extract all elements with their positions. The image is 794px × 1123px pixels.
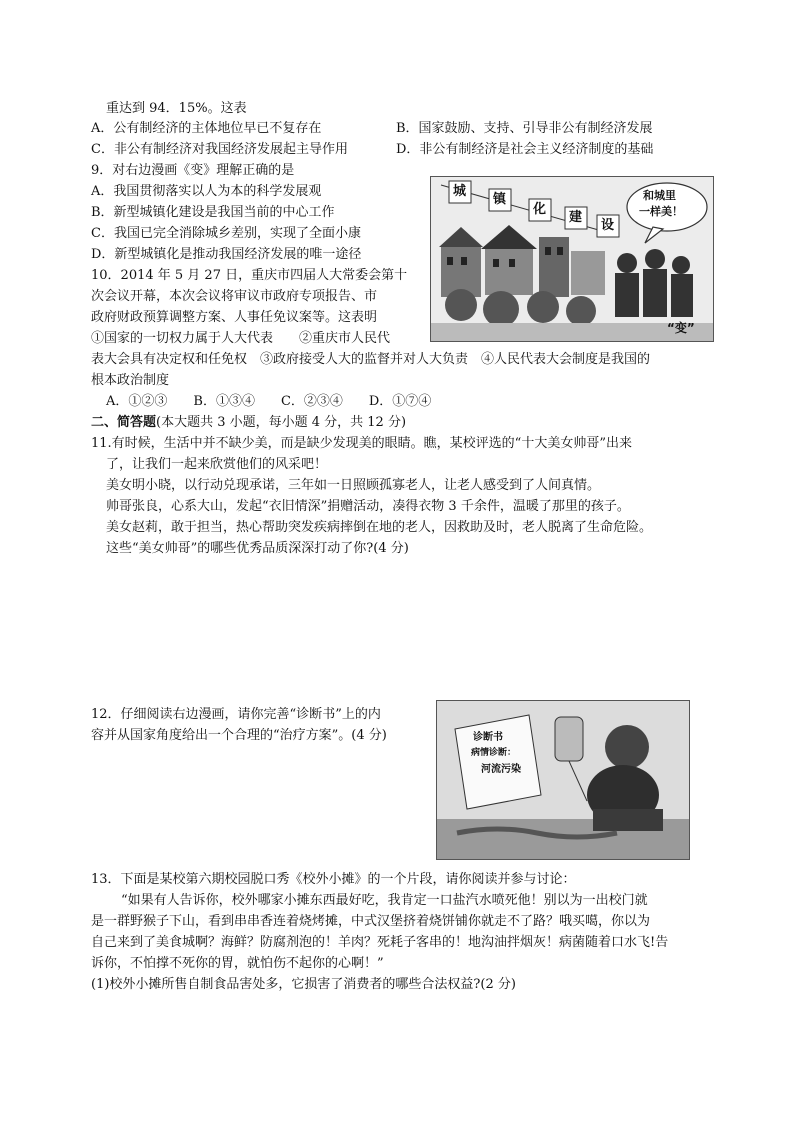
bubble-line-2: 一样美！: [639, 205, 683, 218]
sign-char-1: 城: [453, 184, 467, 199]
q11-line-1: 11.有时候，生活中并不缺少美，而是缺少发现美的眼睛。瞧，某校评选的“十大美女帅哥”出来: [91, 436, 632, 451]
q12-line-1: 12．仔细阅读右边漫画，请你完善“诊断书”上的内: [91, 707, 381, 722]
q12-cartoon-drawing: [437, 701, 689, 859]
q10-line-3: 政府财政预算调整方案、人事任免议案等。这表明: [91, 310, 378, 325]
paper-diagnosis: 河流污染: [481, 764, 521, 775]
q10-line-4: ①国家的一切权力属于人大代表 ②重庆市人民代: [91, 331, 391, 346]
q8-option-b: B．国家鼓励、支持、引导非公有制经济发展: [396, 121, 653, 136]
q11-line-5: 美女赵莉，敢于担当，热心帮助突发疾病摔倒在地的老人，因救助及时，老人脱离了生命危险。: [106, 520, 653, 535]
sign-char-2: 镇: [493, 192, 507, 207]
q13-line-3: 是一群野猴子下山，看到串串香连着烧烤摊，中式汉堡挤着烧饼铺你就走不了路？哦买噶，你以为: [91, 914, 651, 929]
q9-stem: 9．对右边漫画《变》理解正确的是: [91, 163, 295, 178]
section-heading: [91, 414, 406, 432]
q13-line-1: 13．下面是某校第六期校园脱口秀《校外小摊》的一个片段，请你阅读并参与讨论：: [91, 872, 576, 887]
q8-option-d: D．非公有制经济是社会主义经济制度的基础: [396, 142, 654, 157]
paper-label: 病情诊断：: [471, 748, 517, 758]
continuation-line: 重达到 94．15%。这表: [106, 101, 247, 116]
section-title: 二、简答题: [91, 415, 157, 430]
q11-line-4: 帅哥张良，心系大山，发起“衣旧情深”捐赠活动，凑得衣物 3 千余件，温暖了那里的孩子。: [106, 499, 630, 514]
q9-cartoon: [430, 176, 714, 342]
q11-line-6: 这些“美女帅哥”的哪些优秀品质深深打动了你?(4 分): [106, 541, 409, 556]
paper-title: 诊断书: [473, 732, 503, 743]
q10-line-6: 根本政治制度: [91, 373, 170, 388]
q9-option-c: C．我国已完全消除城乡差别，实现了全面小康: [91, 226, 361, 241]
q8-option-c: C．非公有制经济对我国经济发展起主导作用: [91, 142, 348, 157]
q13-line-4: 自己来到了美食城啊？海鲜？防腐剂泡的！羊肉？死耗子客串的！地沟油拌烟灰！病菌随着口水飞!告: [91, 935, 669, 950]
cartoon-title: “变”: [667, 321, 695, 335]
bubble-line-1: 和城里: [643, 189, 676, 202]
q9-option-b: B．新型城镇化建设是我国当前的中心工作: [91, 205, 335, 220]
sign-char-4: 建: [569, 210, 583, 225]
q13-line-6: (1)校外小摊所售自制食品害处多，它损害了消费者的哪些合法权益?(2 分): [91, 977, 516, 992]
q11-line-2: 了，让我们一起来欣赏他们的风采吧！: [106, 457, 328, 472]
sign-char-3: 化: [533, 202, 547, 217]
q10-options: A．①②③ B．①③④ C．②③④ D．①⑦④: [106, 394, 432, 409]
q13-line-5: 诉你，不怕撑不死你的胃，就怕伤不起你的心啊！”: [91, 956, 384, 971]
q9-option-a: A．我国贯彻落实以人为本的科学发展观: [91, 184, 322, 199]
q10-line-5: 表大会具有决定权和任免权 ③政府接受人大的监督并对人大负责 ④人民代表大会制度是我国的: [91, 352, 651, 367]
q12-cartoon: [436, 700, 690, 860]
sign-char-5: 设: [601, 218, 615, 233]
q9-option-d: D．新型城镇化是推动我国经济发展的唯一途径: [91, 247, 362, 262]
q10-line-1: 10．2014 年 5 月 27 日，重庆市四届人大常委会第十: [91, 268, 408, 283]
q13-line-2: “如果有人告诉你，校外哪家小摊东西最好吃，我肯定一口盐汽水喷死他！别以为一出校门就: [121, 893, 648, 908]
q11-line-3: 美女明小晓，以行动兑现承诺，三年如一日照顾孤寡老人，让老人感受到了人间真情。: [106, 478, 601, 493]
q8-option-a: A．公有制经济的主体地位早已不复存在: [91, 121, 322, 136]
section-note: (本大题共 3 小题，每小题 4 分，共 12 分): [156, 415, 407, 430]
q12-line-2: 容并从国家角度给出一个合理的“治疗方案”。(4 分): [91, 728, 387, 743]
q10-line-2: 次会议开幕，本次会议将审议市政府专项报告、市: [91, 289, 378, 304]
